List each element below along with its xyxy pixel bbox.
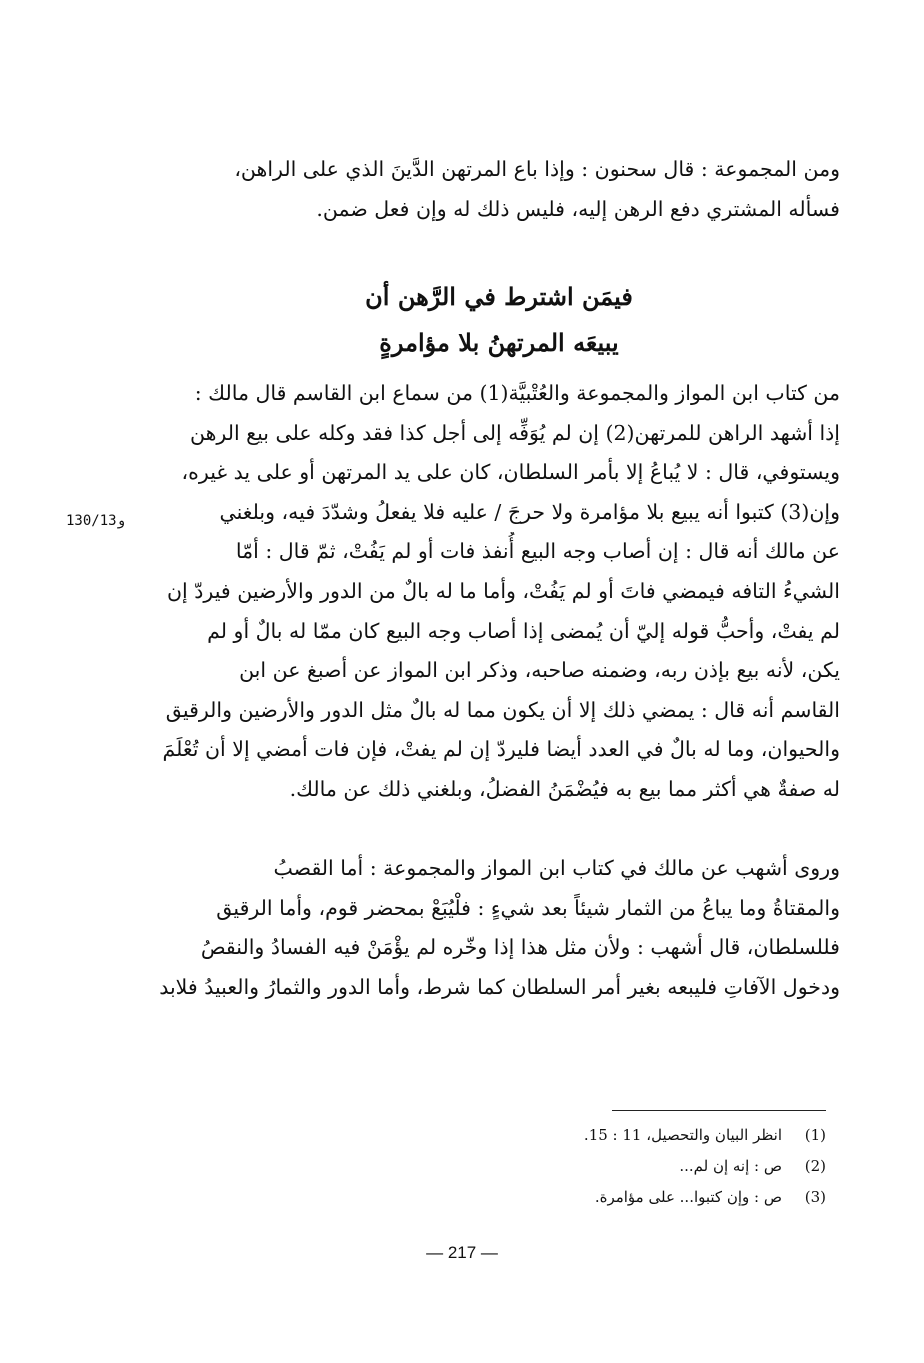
text-line: من كتاب ابن المواز والمجموعة والعُتْبيَّة(1) من سماع ابن القاسم قال مالك : <box>194 381 840 405</box>
text-line: والحيوان، وما له بالٌ في العدد أيضا فليردّ إن لم يفتْ، فإن فات أمضي إلا أن تُعْلَمَ <box>162 737 840 762</box>
text-line: وروى أشهب عن مالك في كتاب ابن المواز والمجموعة : أما القصبُ <box>273 856 840 880</box>
text-line: فسأله المشتري دفع الرهن إليه، فليس ذلك له وإن فعل ضمن. <box>316 196 840 221</box>
text-line: لم يفتْ، وأحبُّ قوله إليّ أن يُمضى إذا أصاب وجه البيع كان ممّا له بالٌ أو لم <box>207 618 840 643</box>
heading-line-1: فيمَن اشترط في الرَّهن أن <box>365 282 633 311</box>
text-line: فللسلطان، قال أشهب : ولأن مثل هذا إذا وخّره لم يؤْمَنْ فيه الفسادُ والنقصُ <box>200 935 840 960</box>
text-line: ودخول الآفاتِ فليبعه بغير أمر السلطان كما شرط، وأما الدور والثمارُ والعبيدُ فلابد <box>159 974 840 999</box>
footnote <box>420 1182 826 1213</box>
text-line: والمقتاةُ وما يباعُ من الثمار شيئاً بعد شيءٍ : فلْيُبَعْ بمحضر قوم، وأما الرقيق <box>216 895 840 920</box>
paragraph-ibn-al-mawwaz <box>158 374 840 810</box>
text-line: له صفةٌ هي أكثر مما بيع به فيُضْمَنُ الفضلُ، وبلغني ذلك عن مالك. <box>289 776 840 801</box>
text-line: عن مالك أنه قال : إن أصاب وجه البيع أُنفذ فات أو لم يَفُتْ، ثمّ قال : أمّا <box>235 539 840 564</box>
heading-line-2: يبيعَه المرتهنُ بلا مؤامرةٍ <box>379 328 619 357</box>
text-line: يكن، لأنه بيع بإذن ربه، وضمنه صاحبه، وذكر ابن المواز عن أصبغ عن ابن <box>239 658 840 683</box>
footnote-number: (2) <box>804 1157 826 1175</box>
footnote-number: (3) <box>804 1188 826 1206</box>
text-line: القاسم أنه قال : يمضي ذلك إلا أن يكون مما له بالٌ مثل الدور والأرضين والرقيق <box>165 697 840 722</box>
footnote-divider <box>612 1110 826 1111</box>
footnote-text: ص : إنه إن لم... <box>679 1157 782 1175</box>
text-line: ومن المجموعة : قال سحنون : وإذا باع المرتهن الدَّينَ الذي على الراهن، <box>234 157 840 181</box>
paragraph-rahn-sale <box>158 150 840 229</box>
text-line: إذا أشهد الراهن للمرتهن(2) إن لم يُوَفِّه إلى أجل كذا فقد وكله على بيع الرهن <box>190 420 840 445</box>
section-heading <box>158 274 840 366</box>
footnote <box>420 1120 826 1151</box>
paragraph-ashhab <box>158 849 840 1007</box>
footnote <box>420 1151 826 1182</box>
page-number: — 217 — <box>426 1243 498 1262</box>
footnote-text: انظر البيان والتحصيل، 11 : 15. <box>583 1126 782 1144</box>
text-line: وإن(3) كتبوا أنه يبيع بلا مؤامرة ولا حرجَ / عليه فلا يفعلُ وشدّدَ فيه، وبلغني <box>219 499 840 524</box>
footnote-text: ص : وإن كتبوا... على مؤامرة. <box>594 1188 782 1206</box>
manuscript-folio-reference: 130/13و <box>66 513 126 529</box>
text-line: ويستوفي، قال : لا يُباعُ إلا بأمر السلطان، كان على يد المرتهن أو على يد غيره، <box>181 460 840 485</box>
footnotes <box>420 1120 826 1213</box>
text-line: الشيءُ التافه فيمضي فاتَ أو لم يَفُتْ، وأما ما له بالٌ من الدور والأرضين فيردّ إن <box>167 578 840 603</box>
footnote-number: (1) <box>804 1126 826 1144</box>
